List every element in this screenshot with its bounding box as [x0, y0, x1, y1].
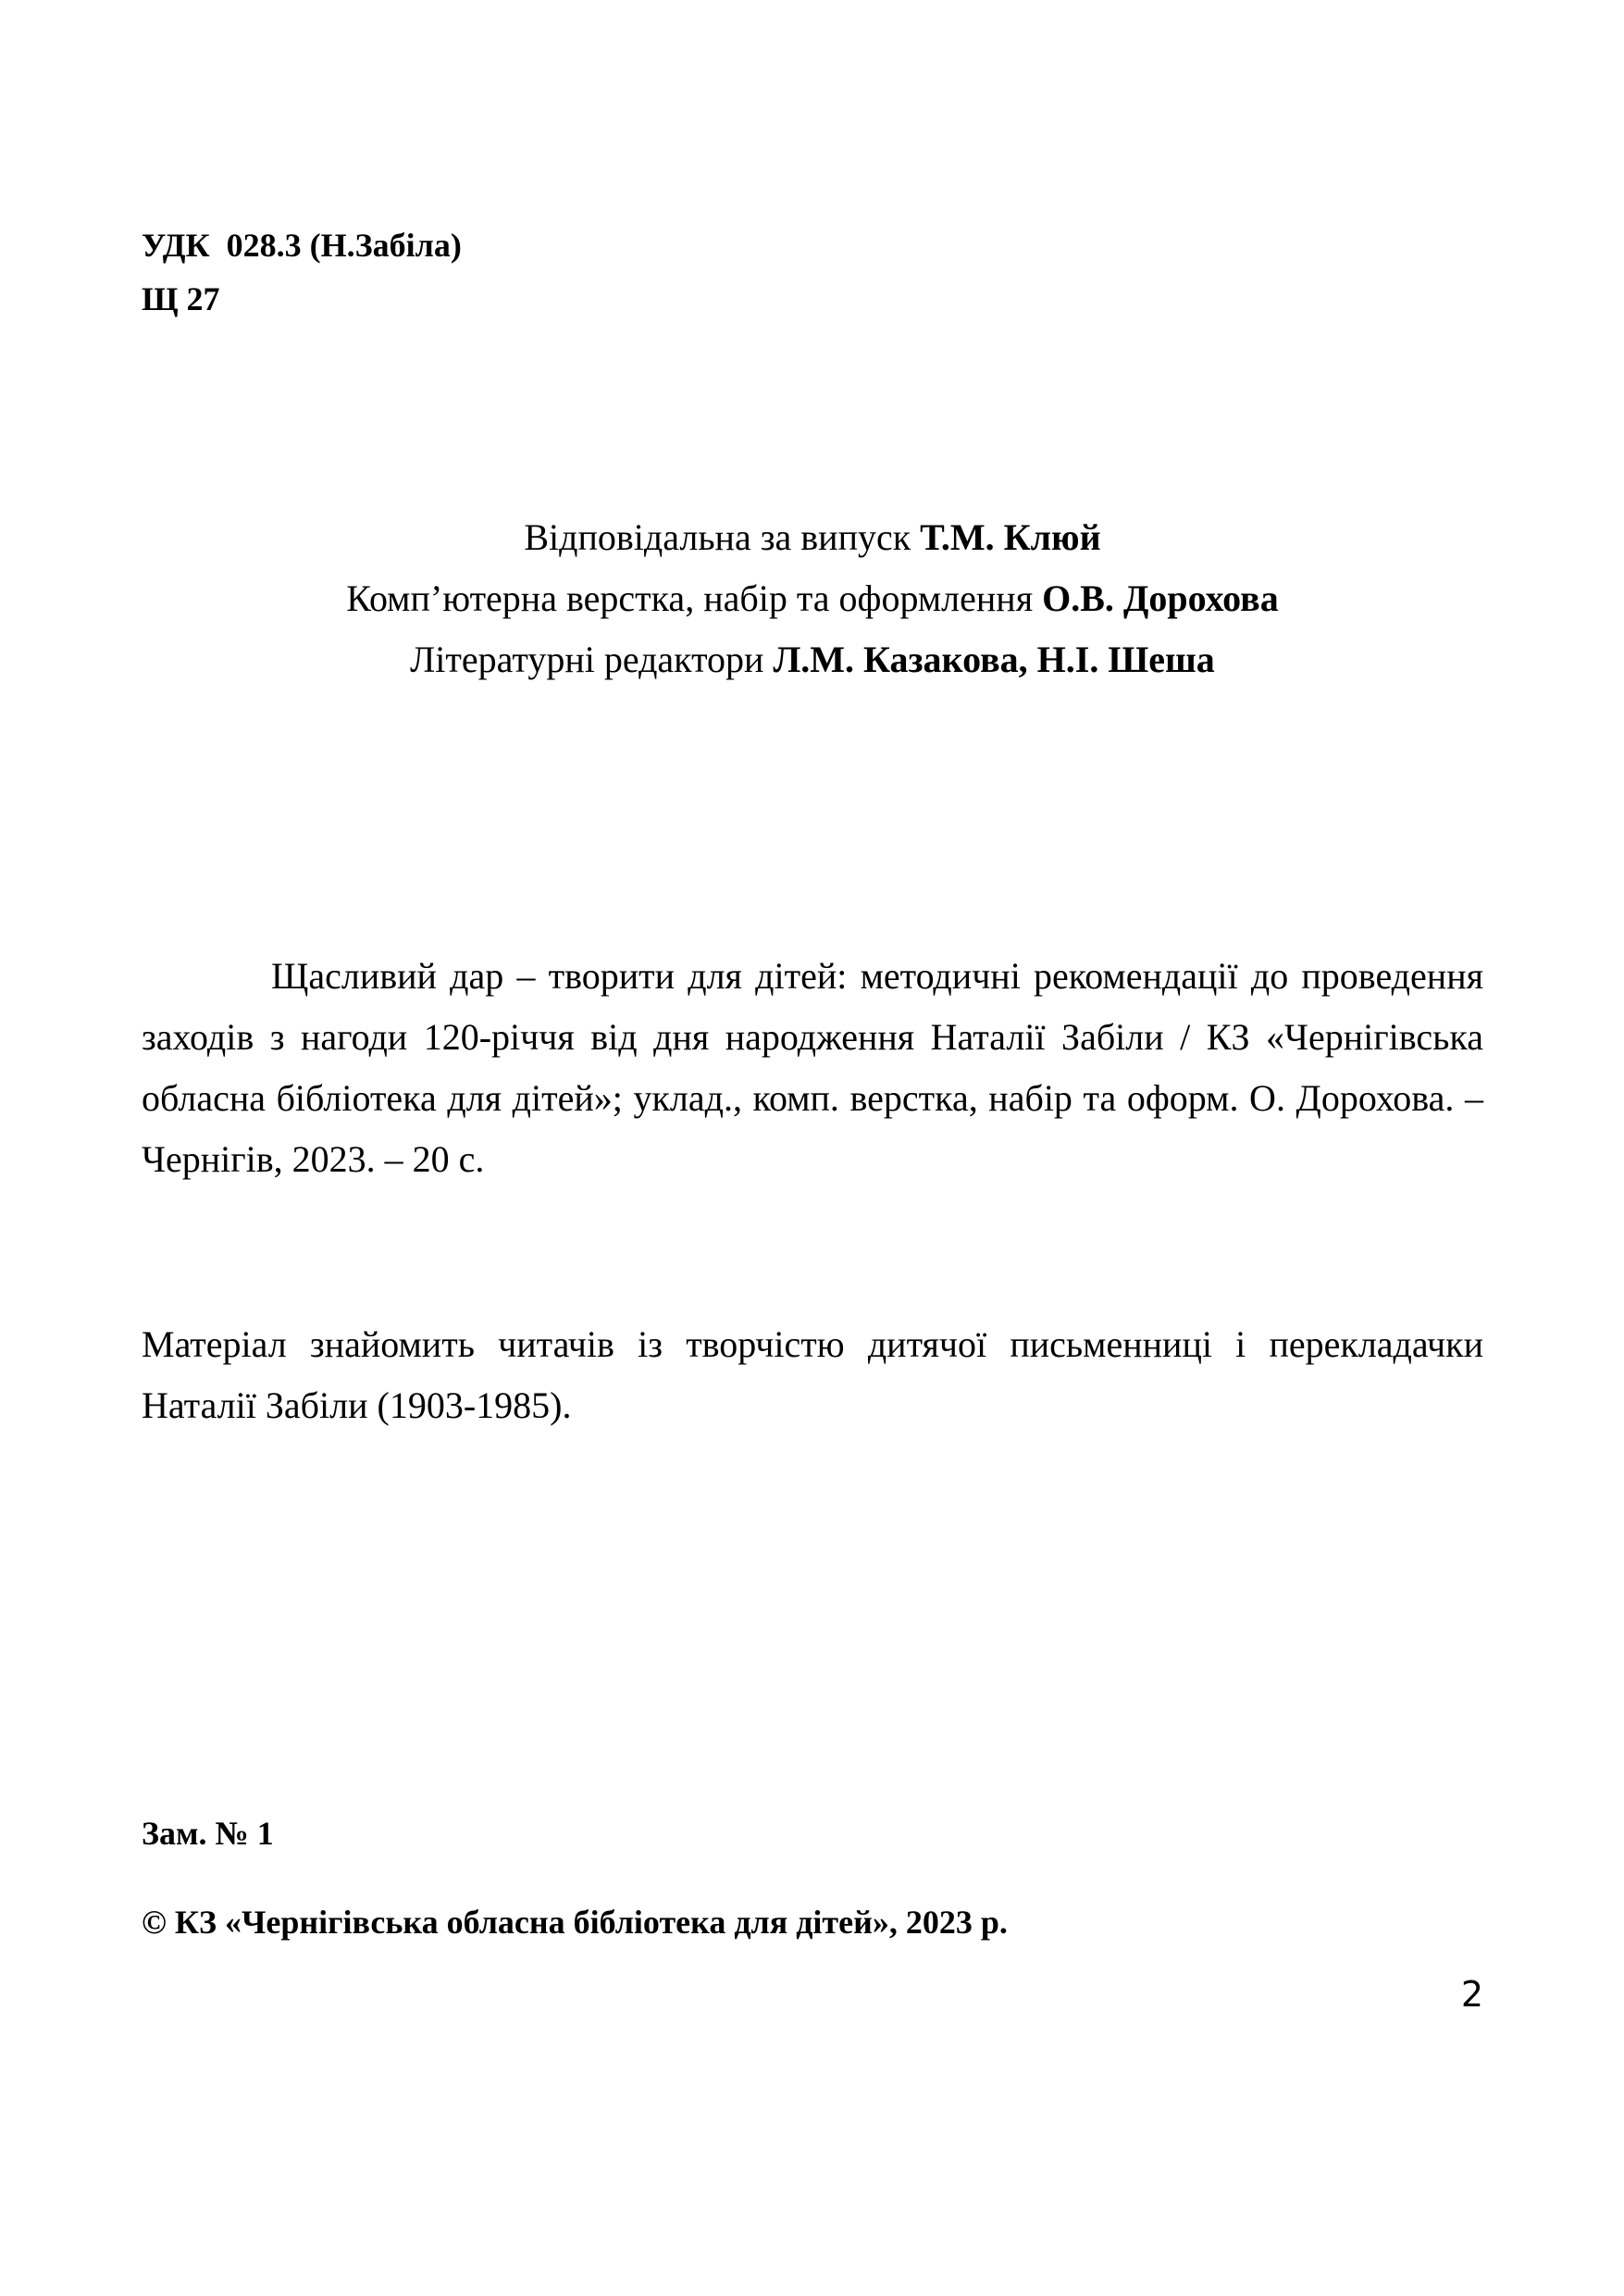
credit-editors-names: Л.М. Казакова, Н.І. Шеша	[773, 639, 1215, 680]
credit-responsible-name: Т.М. Клюй	[920, 516, 1101, 558]
credits-block	[142, 507, 1483, 690]
bibliographic-description: Щасливий дар – творити для дітей: методичні рекомендації до проведення заходів з нагоди 120-річчя від дня народження Наталії Забіли / КЗ «Чернігівська обласна бібліотека для дітей»; уклад., комп. верстка, набір та оформ. О. Дорохова. – Чернігів, 2023. – 20 с.	[142, 955, 1483, 1180]
author-mark: Щ 27	[142, 280, 220, 317]
credit-layout	[142, 568, 1483, 629]
page-number: 2	[1460, 1974, 1483, 2015]
udc-block	[142, 218, 462, 326]
copyright-line: © КЗ «Чернігівська обласна бібліотека для дітей», 2023 р.	[142, 1904, 1008, 1941]
credit-layout-label: Комп’ютерна верстка, набір та оформлення	[346, 577, 1043, 619]
annotation: Матеріал знайомить читачів із творчістю дитячої письменниці і перекладачки Наталії Забіли (1903-1985).	[142, 1323, 1483, 1426]
order-number: Зам. № 1	[142, 1815, 274, 1852]
credit-responsible	[142, 507, 1483, 568]
credit-editors	[142, 629, 1483, 690]
udc-code: УДК 028.3 (Н.Забіла)	[142, 227, 462, 264]
credit-layout-name: О.В. Дорохова	[1042, 577, 1279, 619]
credit-editors-label: Літературні редактори	[410, 639, 774, 680]
credit-responsible-label: Відповідальна за випуск	[524, 516, 921, 558]
